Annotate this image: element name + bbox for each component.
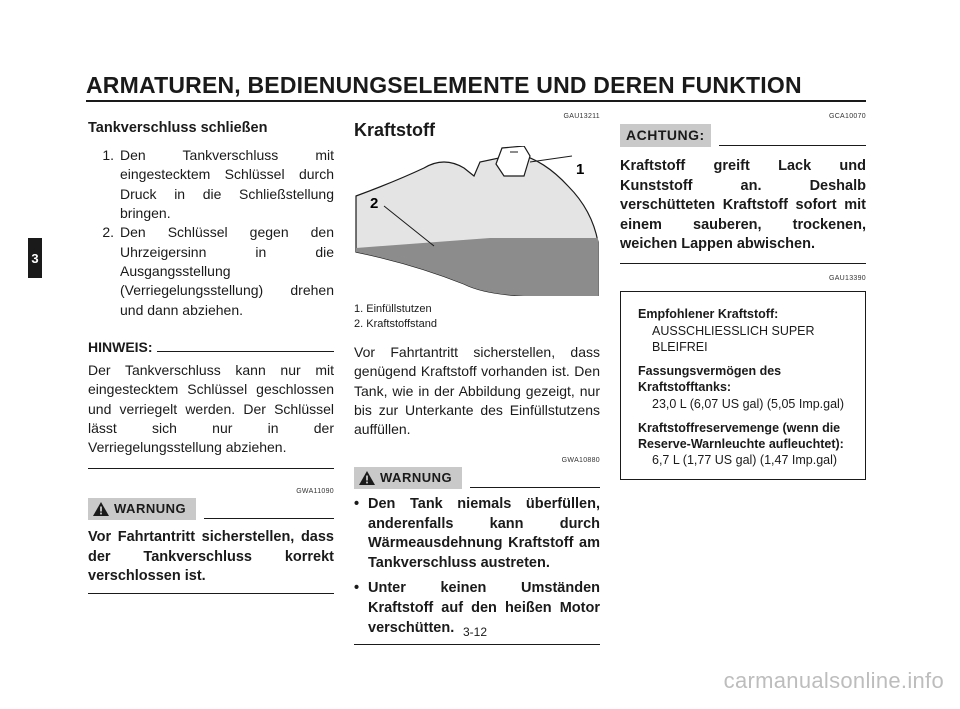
bullet-icon: •	[354, 580, 360, 597]
bullet-icon: •	[354, 496, 360, 513]
list-item	[88, 146, 334, 223]
column-middle	[354, 112, 600, 645]
spec-value: 6,7 L (1,77 US gal) (1,47 Imp.gal)	[652, 453, 838, 468]
list-item	[354, 495, 600, 573]
warning-header	[354, 467, 600, 489]
warning-label: WARNUNG	[380, 470, 453, 486]
warning-triangle-icon	[92, 501, 110, 517]
fuel-body-text: Vor Fahrtantritt sicherstellen, dass genügend Kraftstoff vorhanden ist. Den Tank, wie in der Abbildung gezeigt, nur bis zur Unterkante des Einfüllstutzens auffüllen.	[354, 344, 600, 438]
callout-1: 1	[576, 161, 585, 179]
list-item	[88, 223, 334, 320]
caution-header	[620, 124, 866, 147]
note-label: HINWEIS:	[88, 338, 153, 355]
warning-code: GWA10880	[561, 456, 600, 464]
warning-bullets	[354, 495, 600, 638]
warning-code: GWA11090	[296, 487, 334, 495]
section-heading-close-cap: Tankverschluss schließen	[88, 120, 268, 136]
step-number: 2.	[102, 224, 114, 241]
spec-item	[638, 420, 865, 469]
step-text: Den Tankverschluss mit eingestecktem Schlüssel durch Druck in die Schließstellung bringen.	[120, 147, 334, 221]
spec-item	[638, 306, 865, 355]
spec-value: 23,0 L (6,07 US gal) (5,05 Imp.gal)	[652, 396, 844, 411]
section-heading-fuel: Kraftstoff	[354, 119, 435, 140]
step-text: Den Schlüssel gegen den Uhrzeigersinn in die Ausgangsstellung (Verriegelungsstellung) drehen und dann abziehen.	[120, 224, 334, 318]
caution-code: GCA10070	[828, 113, 866, 120]
legend-item: 1. Einfüllstutzen	[354, 303, 432, 316]
chapter-tab: 3	[28, 238, 42, 278]
note-text: Der Tankverschluss kann nur mit eingestecktem Schlüssel geschlossen und verriegelt werden. Der Schlüssel lässt sich nur in der Verriegelungsstellung abziehen.	[88, 362, 334, 456]
warning-header	[88, 498, 334, 520]
divider	[88, 468, 334, 469]
divider	[354, 644, 600, 645]
caution-badge: ACHTUNG:	[620, 124, 711, 147]
fuel-level-fill	[356, 238, 598, 296]
note-header	[88, 338, 334, 357]
caution-text: Kraftstoff greift Lack und Kunststoff an. Deshalb verschütteten Kraftstoff sofort mit einem sauberen, trockenen, weichen Lappen abwischen.	[620, 157, 866, 253]
column-right	[620, 112, 866, 480]
warning-badge	[88, 498, 196, 520]
caution-rule	[719, 145, 866, 146]
fuel-tank-figure	[354, 146, 600, 296]
divider	[620, 263, 866, 264]
spec-box	[620, 291, 866, 479]
callout-line-1	[530, 156, 572, 162]
spec-item	[638, 363, 865, 412]
figure-legend	[354, 302, 600, 331]
legend-item: 2. Kraftstoffstand	[354, 317, 437, 330]
spec-label: Empfohlener Kraftstoff:	[638, 307, 779, 322]
callout-2: 2	[370, 195, 379, 213]
spec-label: Kraftstoffreservemenge (wenn die Reserve-Warnleuchte aufleuchtet):	[638, 420, 844, 452]
warning-rule	[204, 518, 334, 519]
warning-rule	[470, 487, 600, 488]
footer-watermark: carmanualsonline.info	[723, 668, 944, 693]
note-rule	[157, 351, 334, 352]
warning-label: WARNUNG	[114, 501, 187, 517]
page-number: 3-12	[463, 625, 488, 639]
warning-badge	[354, 467, 462, 489]
title-rule	[86, 100, 866, 102]
filler-neck	[496, 146, 530, 176]
step-number: 1.	[102, 147, 114, 163]
page-title: ARMATUREN, BEDIENUNGSELEMENTE UND DEREN FUNKTION	[86, 72, 802, 98]
steps-list	[88, 146, 334, 320]
warning-text: Vor Fahrtantritt sicherstellen, dass der Tankverschluss korrekt verschlossen ist.	[88, 529, 334, 585]
warning-triangle-icon	[358, 470, 376, 486]
section-code: GAU13211	[563, 113, 600, 120]
divider	[88, 593, 334, 594]
spec-label: Fassungsvermögen des Kraftstofftanks:	[638, 364, 782, 395]
spec-code: GAU13390	[828, 274, 866, 282]
spec-value: AUSSCHLIESSLICH SUPER BLEIFREI	[652, 323, 815, 354]
bullet-text: Den Tank niemals überfüllen, anderenfalls kann durch Wärmeausdehnung Kraftstoff am Tankverschluss austreten.	[368, 496, 600, 571]
bullet-text: Unter keinen Umständen Kraftstoff auf den heißen Motor verschütten.	[368, 580, 600, 636]
column-left	[88, 112, 334, 594]
